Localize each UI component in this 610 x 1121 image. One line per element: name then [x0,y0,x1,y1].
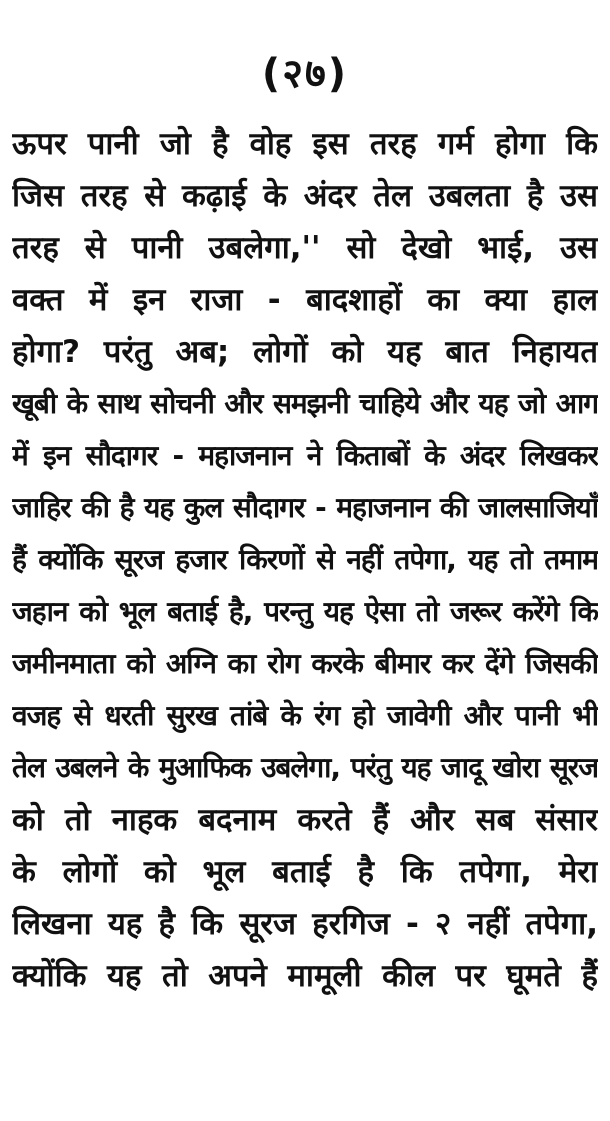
text-line-12: वजह से धरती सुरख तांबे के रंग हो जावेगी और पानी भी [12,699,598,732]
text-line-17: क्योंकि यह तो अपने मामूली कील पर घूमते हैं [12,958,598,994]
text-line-2: जिस तरह से कढ़ाई के अंदर तेल उबलता है उस [12,178,598,214]
text-line-15: के लोगों को भूल बताई है कि तपेगा, मेरा [12,854,598,890]
body-text [12,118,598,1002]
text-line-14: को तो नाहक बदनाम करते हैं और सब संसार [12,802,598,838]
text-line-1: ऊपर पानी जो है वोह इस तरह गर्म होगा कि [12,126,598,162]
text-line-9: हैं क्योंकि सूरज हजार किरणों से नहीं तपेगा, यह तो तमाम [12,543,598,576]
text-line-11: जमीनमाता को अग्नि का रोग करके बीमार कर देंगे जिसकी [12,647,598,680]
text-line-7: में इन सौदागर - महाजनान ने किताबों के अंदर लिखकर [12,439,598,472]
text-line-13: तेल उबलने के मुआफिक उबलेगा, परंतु यह जादू खोरा सूरज [12,751,598,784]
text-line-6: खूबी के साथ सोचनी और समझनी चाहिये और यह जो आग [12,387,598,420]
text-line-5: होगा? परंतु अब; लोगों को यह बात निहायत [12,334,598,370]
text-line-16: लिखना यह है कि सूरज हरगिज - २ नहीं तपेगा, [12,906,598,942]
text-line-4: वक्त में इन राजा - बादशाहों का क्या हाल [12,282,598,318]
text-line-8: जाहिर की है यह कुल सौदागर - महाजनान की जालसाजियाँ [12,491,598,524]
text-line-10: जहान को भूल बताई है, परन्तु यह ऐसा तो जरूर करेंगे कि [12,595,598,628]
page-number: (२७) [261,51,349,97]
text-line-3: तरह से पानी उबलेगा,'' सो देखो भाई, उस [12,230,598,266]
